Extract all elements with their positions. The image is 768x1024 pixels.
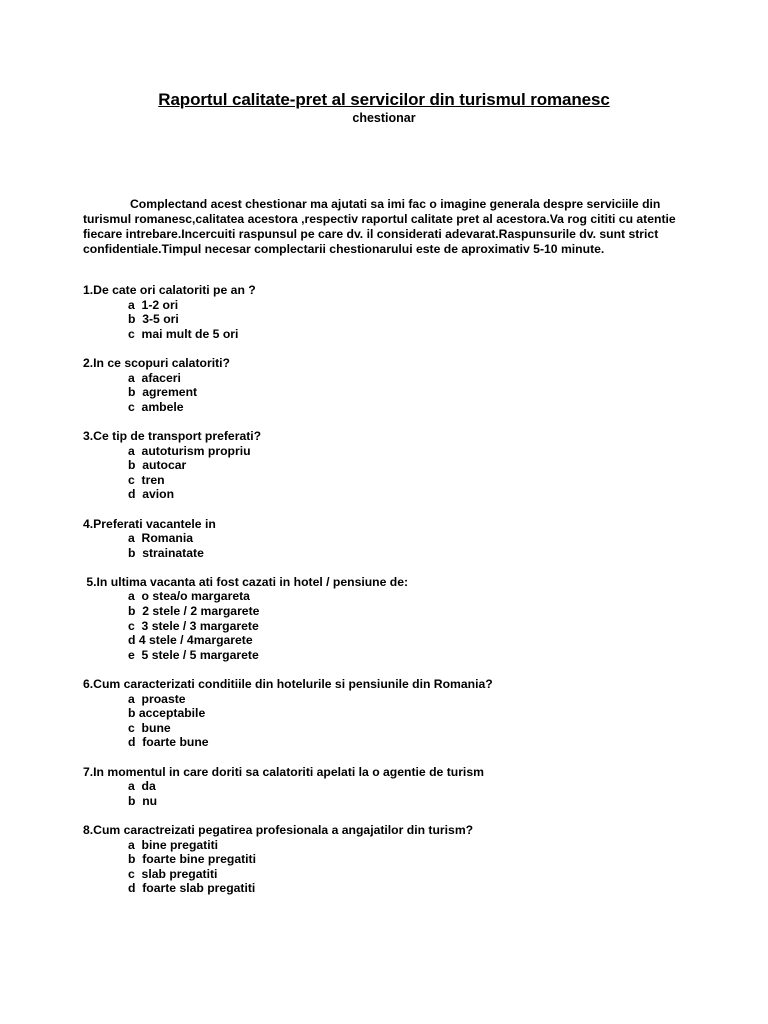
questions-list xyxy=(83,283,723,911)
answer-option: b 3-5 ori xyxy=(128,312,179,327)
document-title: Raportul calitate-pret al servicilor din turismul romanesc xyxy=(158,90,610,109)
answer-option: b 2 stele / 2 margarete xyxy=(128,604,260,619)
answer-option: a Romania xyxy=(128,531,194,546)
question-text: 8.Cum caractreizati pegatirea profesionala a angajatilor din turism? xyxy=(83,822,474,837)
answer-option: b autocar xyxy=(128,458,187,473)
answer-option: a autoturism propriu xyxy=(128,443,251,458)
intro-paragraph: Complectand acest chestionar ma ajutati sa imi fac o imagine generala despre serviciile din turismul romanesc,calitatea acestora ,respectiv raportul calitate pret al acestora.Va rog cititi cu atentie fiecare intrebare.Incercuiti raspunsul pe care dv. il considerati adevarat.Raspunsurile dv. sunt strict confidentiale.Timpul necesar complectarii chestionarului este de aproximativ 5-10 minute. xyxy=(83,197,676,256)
question-text: 7.In momentul in care doriti sa calatoriti apelati la o agentie de turism xyxy=(83,764,484,779)
question-2 xyxy=(83,356,723,414)
answer-option: b nu xyxy=(128,793,158,808)
question-3 xyxy=(83,429,723,502)
question-1 xyxy=(83,283,723,341)
answer-option: e 5 stele / 5 margarete xyxy=(128,647,259,662)
answer-option: a bine pregatiti xyxy=(128,837,219,852)
question-4 xyxy=(83,517,723,561)
question-text: 1.De cate ori calatoriti pe an ? xyxy=(83,283,256,297)
question-text: 2.In ce scopuri calatoriti? xyxy=(83,355,230,370)
question-6 xyxy=(83,677,723,750)
answer-option: a afaceri xyxy=(128,370,181,385)
answer-option: d avion xyxy=(128,487,175,502)
answer-option: d 4 stele / 4margarete xyxy=(128,633,253,648)
answer-option: d foarte bune xyxy=(128,735,209,750)
answer-option: b acceptabile xyxy=(128,706,206,721)
answer-option: c 3 stele / 3 margarete xyxy=(128,618,259,633)
answer-option: c bune xyxy=(128,720,171,735)
document-subtitle: chestionar xyxy=(352,111,416,125)
answer-option: d foarte slab pregatiti xyxy=(128,881,256,896)
question-text: 6.Cum caracterizati conditiile din hotelurile si pensiunile din Romania? xyxy=(83,677,493,692)
question-5 xyxy=(83,575,723,663)
answer-option: b foarte bine pregatiti xyxy=(128,852,256,867)
answer-option: b agrement xyxy=(128,385,198,400)
question-text: 3.Ce tip de transport preferati? xyxy=(83,428,262,443)
answer-option: a da xyxy=(128,779,156,794)
question-8 xyxy=(83,823,723,896)
answer-option: c slab pregatiti xyxy=(128,866,218,881)
answer-option: c mai mult de 5 ori xyxy=(128,326,239,341)
question-text: 5.In ultima vacanta ati fost cazati in hotel / pensiune de: xyxy=(83,574,409,589)
answer-option: a o stea/o margareta xyxy=(128,589,250,604)
question-7 xyxy=(83,765,723,809)
answer-option: c ambele xyxy=(128,399,184,414)
answer-option: c tren xyxy=(128,472,165,487)
question-text: 4.Preferati vacantele in xyxy=(83,516,216,531)
answer-option: b strainatate xyxy=(128,545,204,560)
answer-option: a 1-2 ori xyxy=(128,297,179,312)
answer-option: a proaste xyxy=(128,691,186,706)
